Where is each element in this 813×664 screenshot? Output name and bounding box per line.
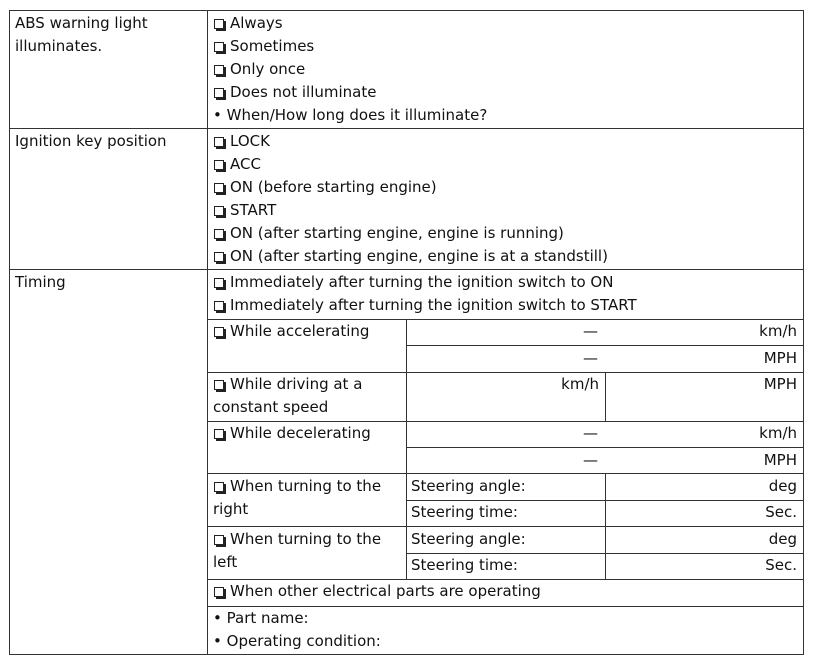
abs-option-does-not-illuminate[interactable]: Does not illuminate: [213, 81, 376, 104]
ignition-label: Ignition key position: [15, 132, 167, 150]
abs-option-only-once[interactable]: Only once: [213, 58, 305, 81]
bullet-icon: •: [213, 632, 222, 650]
decelerating-unit-kmh: km/h: [759, 424, 797, 442]
decelerating-dash-mph: —: [583, 451, 598, 469]
checkbox-icon[interactable]: [214, 183, 224, 193]
ignition-option-acc[interactable]: ACC: [213, 153, 261, 176]
checkbox-icon[interactable]: [214, 535, 224, 545]
checkbox-icon[interactable]: [214, 206, 224, 216]
checkbox-icon[interactable]: [214, 19, 224, 29]
decelerating-dash-kmh: —: [583, 424, 598, 442]
checkbox-icon[interactable]: [214, 301, 224, 311]
border-bottom: [9, 654, 804, 655]
checkbox-icon[interactable]: [214, 160, 224, 170]
abs-question: • When/How long does it illuminate?: [213, 106, 488, 124]
accelerating-dash-mph: —: [583, 349, 598, 367]
abs-label-line1: ABS warning light: [15, 14, 148, 32]
bullet-icon: •: [213, 609, 222, 627]
accelerating-unit-kmh: km/h: [759, 322, 797, 340]
left-steering-angle-unit: deg: [768, 530, 797, 548]
border-right: [803, 10, 804, 655]
left-steering-angle-label: Steering angle:: [411, 530, 526, 548]
checkbox-icon[interactable]: [214, 88, 224, 98]
abs-option-always[interactable]: Always: [213, 12, 283, 35]
abs-label-line2: illuminates.: [15, 37, 103, 55]
constant-speed-divider: [605, 372, 606, 421]
turning-right-label-line2: right: [213, 500, 249, 518]
ignition-option-start[interactable]: START: [213, 199, 276, 222]
accelerating-dash-kmh: —: [583, 322, 598, 340]
ignition-option-on-running[interactable]: ON (after starting engine, engine is running): [213, 222, 564, 245]
checkbox-icon[interactable]: [214, 137, 224, 147]
ignition-option-on-before[interactable]: ON (before starting engine): [213, 176, 437, 199]
column-divider: [207, 10, 208, 655]
timing-divider-dec-mid: [406, 447, 804, 448]
checkbox-icon[interactable]: [214, 380, 224, 390]
accelerating-unit-mph: MPH: [763, 349, 797, 367]
border-top: [9, 10, 804, 11]
constant-speed-unit-mph: MPH: [763, 375, 797, 393]
right-steering-angle-unit: deg: [768, 477, 797, 495]
left-steering-time-unit: Sec.: [765, 556, 797, 574]
ignition-option-lock[interactable]: LOCK: [213, 130, 270, 153]
timing-option-ignition-start[interactable]: Immediately after turning the ignition switch to START: [213, 294, 637, 317]
row-divider-ignition: [9, 269, 804, 270]
timing-option-accelerating[interactable]: While accelerating: [213, 320, 369, 343]
row-divider-abs: [9, 128, 804, 129]
decelerating-unit-mph: MPH: [763, 451, 797, 469]
timing-divider-4: [207, 473, 804, 474]
checkbox-icon[interactable]: [214, 482, 224, 492]
ignition-option-on-standstill[interactable]: ON (after starting engine, engine is at a standstill): [213, 245, 608, 268]
part-name-field[interactable]: • Part name:: [213, 609, 309, 627]
constant-speed-unit-kmh: km/h: [561, 375, 599, 393]
timing-option-other-parts[interactable]: When other electrical parts are operating: [213, 580, 541, 603]
timing-option-decelerating[interactable]: While decelerating: [213, 422, 371, 445]
inspection-form-table: [9, 10, 804, 655]
checkbox-icon[interactable]: [214, 278, 224, 288]
steering-divider: [605, 473, 606, 579]
timing-option-constant-speed[interactable]: While driving at a: [213, 373, 362, 396]
timing-divider-5: [207, 526, 804, 527]
checkbox-icon[interactable]: [214, 42, 224, 52]
checkbox-icon[interactable]: [214, 229, 224, 239]
constant-speed-label-line2: constant speed: [213, 398, 329, 416]
right-steering-angle-label: Steering angle:: [411, 477, 526, 495]
checkbox-icon[interactable]: [214, 65, 224, 75]
bullet-icon: •: [213, 106, 222, 124]
checkbox-icon[interactable]: [214, 252, 224, 262]
operating-condition-field[interactable]: • Operating condition:: [213, 632, 381, 650]
right-steering-time-unit: Sec.: [765, 503, 797, 521]
checkbox-icon[interactable]: [214, 587, 224, 597]
timing-option-ignition-on[interactable]: Immediately after turning the ignition switch to ON: [213, 271, 613, 294]
left-steering-time-label: Steering time:: [411, 556, 518, 574]
checkbox-icon[interactable]: [214, 327, 224, 337]
timing-subcol-divider: [406, 319, 407, 579]
checkbox-icon[interactable]: [214, 429, 224, 439]
border-left: [9, 10, 10, 655]
timing-divider-acc-mid: [406, 345, 804, 346]
timing-option-turning-left[interactable]: When turning to the: [213, 528, 381, 551]
right-steering-time-label: Steering time:: [411, 503, 518, 521]
timing-option-turning-right[interactable]: When turning to the: [213, 475, 381, 498]
timing-label: Timing: [15, 273, 66, 291]
turning-left-label-line2: left: [213, 553, 238, 571]
abs-option-sometimes[interactable]: Sometimes: [213, 35, 314, 58]
